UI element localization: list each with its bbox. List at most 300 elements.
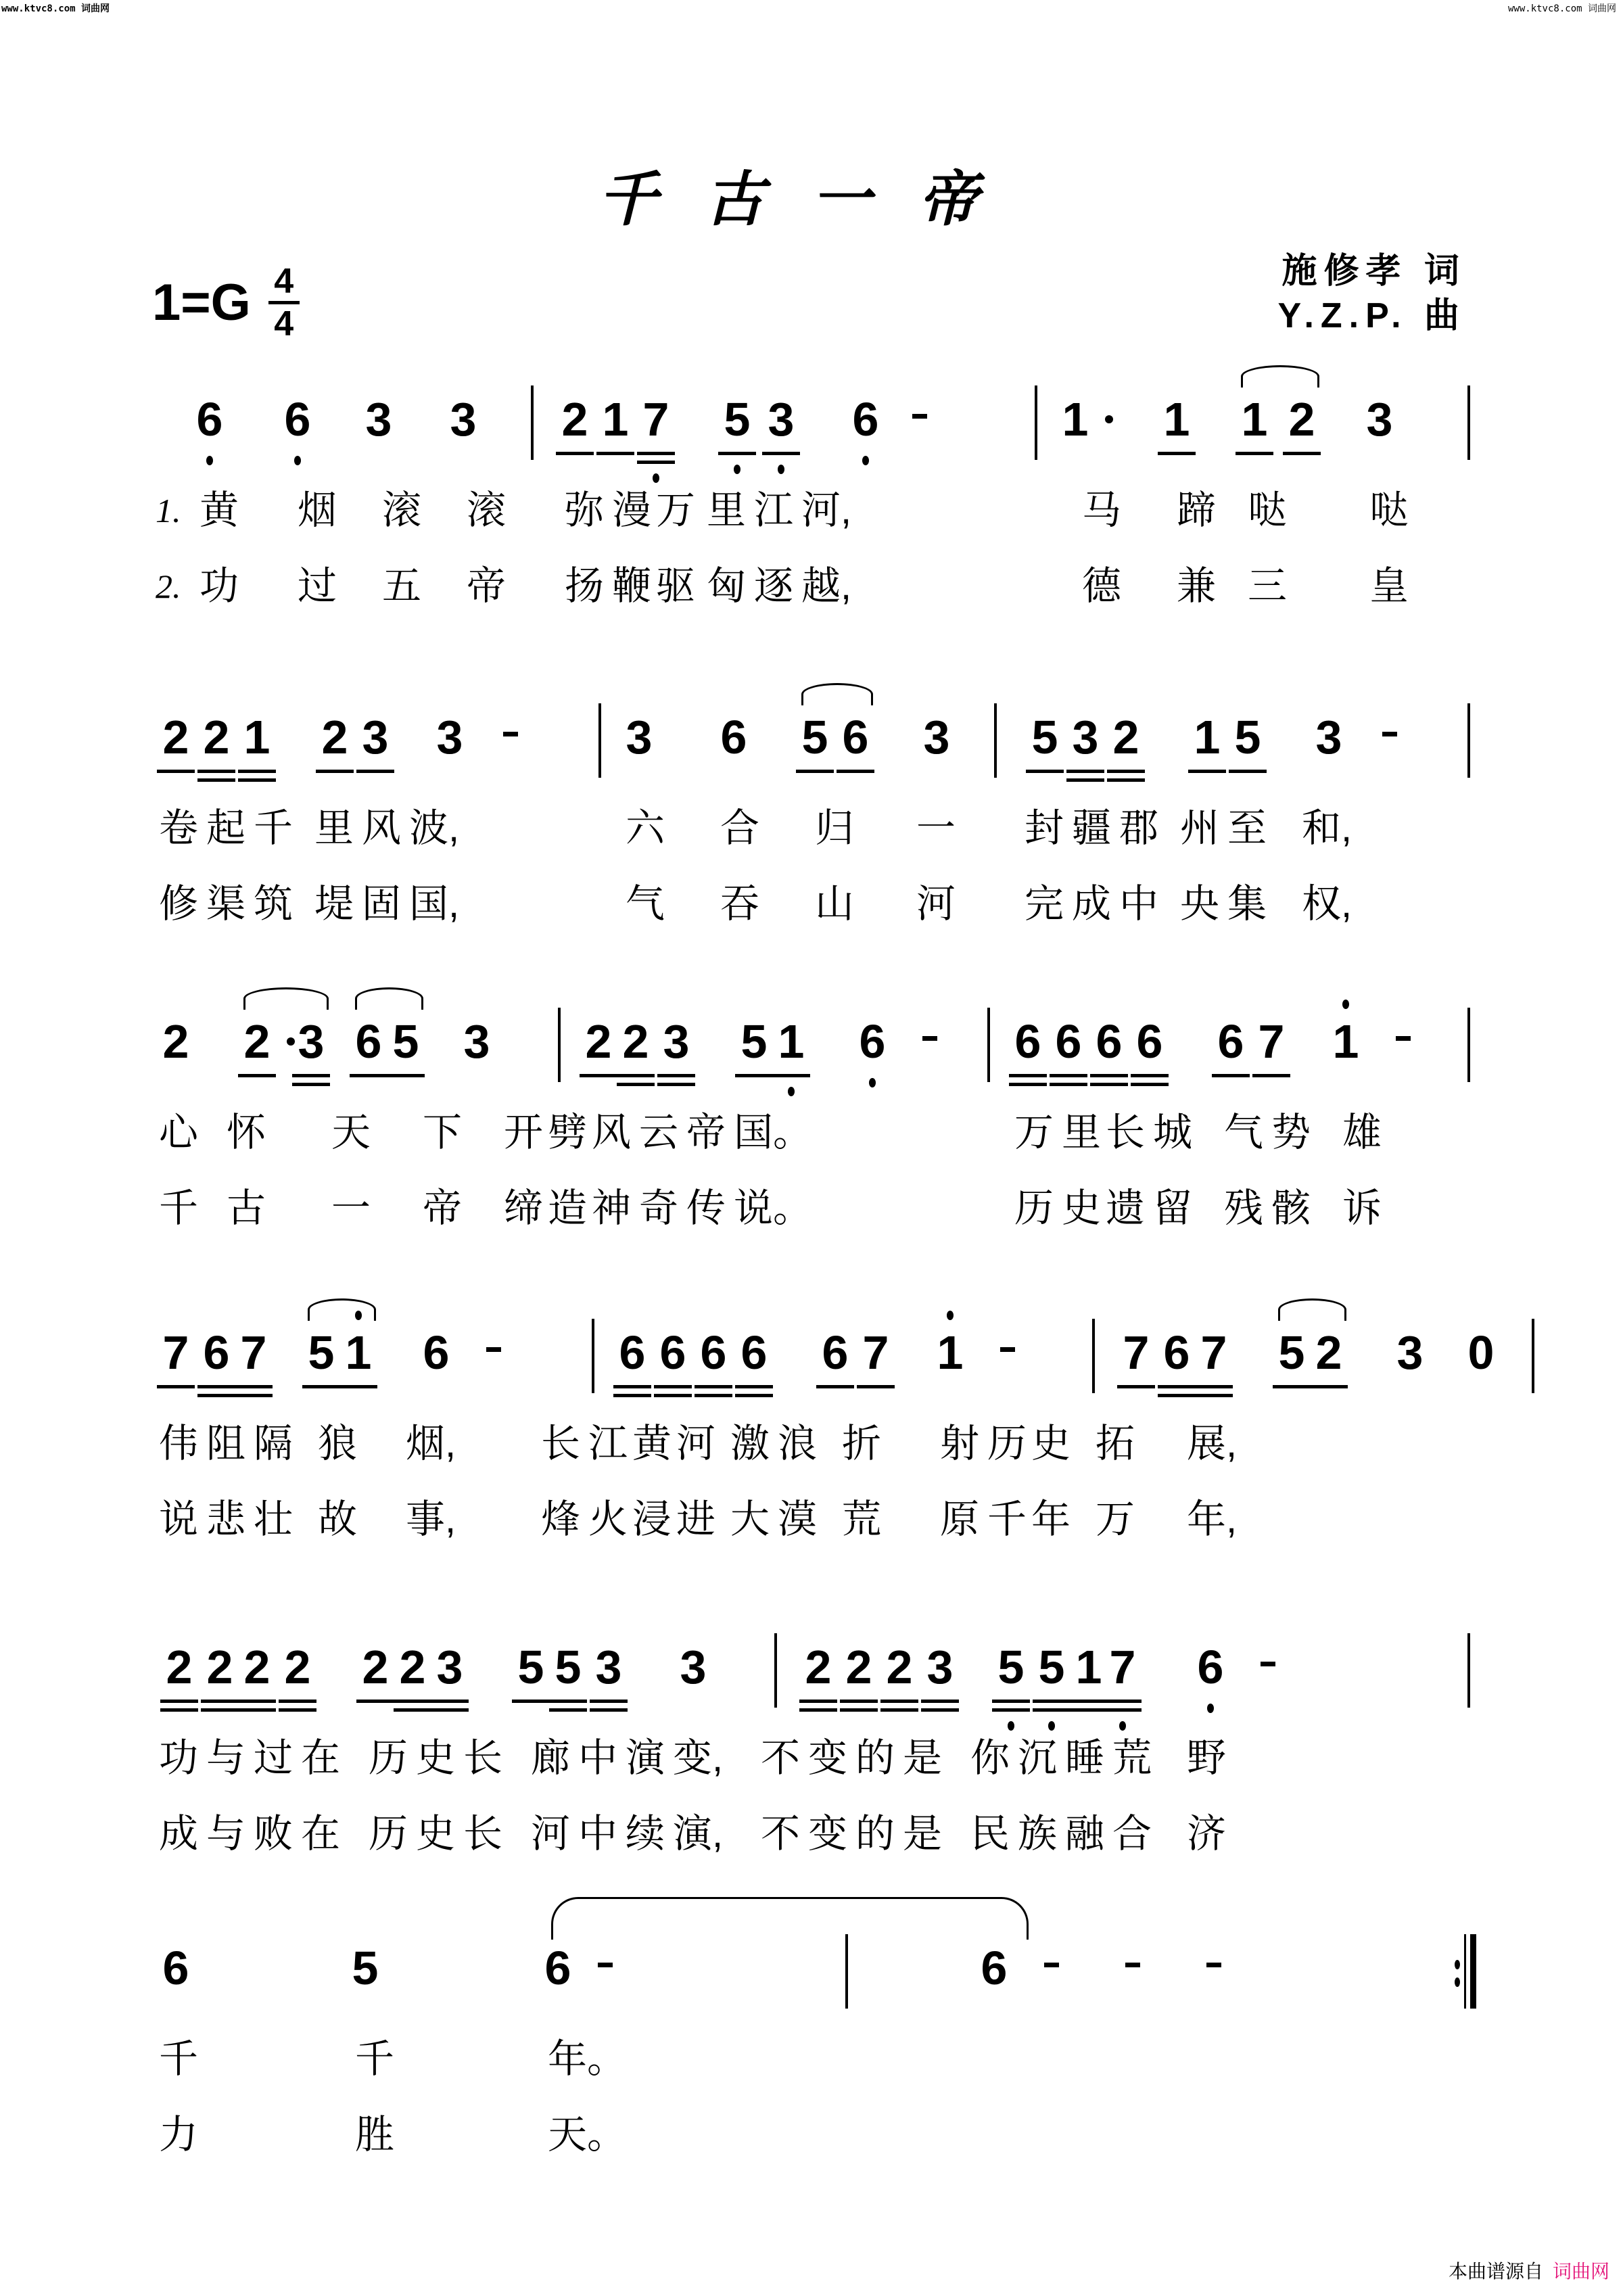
lyric-syllable: 驱 xyxy=(656,564,696,608)
lyric-syllable: 在 xyxy=(301,1736,341,1780)
lyric-syllable: 历 xyxy=(1014,1186,1054,1230)
notation-row xyxy=(152,1914,1471,2036)
beam-underline xyxy=(762,452,800,455)
low-octave-dot xyxy=(653,473,659,483)
lyric-syllable: 展, xyxy=(1187,1422,1238,1466)
lyric-syllable: 浪 xyxy=(778,1422,818,1466)
beam-underline xyxy=(735,1394,773,1397)
beam-underline xyxy=(549,1700,587,1703)
note: 6 xyxy=(1136,1015,1163,1068)
lyric-syllable: 不 xyxy=(761,1812,801,1856)
high-octave-dot xyxy=(947,1311,954,1320)
lyric-syllable: 造 xyxy=(548,1186,588,1230)
lyric-syllable: 扬 xyxy=(565,564,605,608)
note: 5 xyxy=(308,1326,335,1379)
beam-underline xyxy=(1026,770,1064,773)
barline xyxy=(1467,385,1470,460)
lyric-syllable: 漫 xyxy=(612,488,652,532)
beam-underline xyxy=(160,1708,198,1712)
note: 5 xyxy=(740,1015,768,1068)
lyric-syllable: 漠 xyxy=(778,1497,818,1541)
lyric-syllable: 长 xyxy=(541,1422,581,1466)
lyric-syllable: 弥 xyxy=(565,488,605,532)
beam-underline xyxy=(1158,1394,1196,1397)
lyric-syllable: 成 xyxy=(159,1812,199,1856)
note: 7 xyxy=(1200,1326,1227,1379)
sustain-dash xyxy=(598,1963,613,1967)
lyric-syllable: 狼 xyxy=(318,1422,358,1466)
beam-underline xyxy=(197,778,235,782)
beam-underline xyxy=(796,770,834,773)
lyric-syllable: 史 xyxy=(1062,1186,1102,1230)
lyric-syllable: 故 xyxy=(318,1497,358,1541)
lyric-syllable: 在 xyxy=(301,1812,341,1856)
lyric-syllable: 败 xyxy=(254,1812,293,1856)
lyric-syllable: 与 xyxy=(206,1736,246,1780)
notation-row xyxy=(152,1298,1495,1420)
lyric-syllable: 壮 xyxy=(254,1497,293,1541)
lyric-syllable: 进 xyxy=(676,1497,716,1541)
barline xyxy=(531,385,534,460)
sustain-dash xyxy=(1206,1963,1221,1967)
lyric-syllable: 匈 xyxy=(707,564,747,608)
beam-underline xyxy=(431,1700,469,1703)
note: 6 xyxy=(700,1326,727,1379)
lyric-syllable: 下 xyxy=(423,1110,463,1154)
lyric-syllable: 大 xyxy=(730,1497,770,1541)
beam-underline xyxy=(1283,452,1321,455)
note: 3 xyxy=(436,1641,463,1693)
lyric-syllable: 过 xyxy=(254,1736,293,1780)
lyric-syllable: 千 xyxy=(159,2037,199,2081)
lyric-syllable: 说 xyxy=(159,1497,199,1541)
low-octave-dot xyxy=(1207,1704,1214,1713)
note: 2 xyxy=(284,1641,311,1693)
sustain-dash xyxy=(1044,1963,1059,1967)
barline xyxy=(1092,1319,1095,1393)
lyric-syllable: 演 xyxy=(626,1736,665,1780)
note: 1 xyxy=(1194,711,1221,764)
lyric-syllable: 长 xyxy=(463,1812,503,1856)
lyric-syllable: 一 xyxy=(916,806,956,850)
note: 3 xyxy=(1396,1326,1424,1379)
beam-underline xyxy=(816,1385,854,1388)
lyric-syllable: 势 xyxy=(1271,1110,1311,1154)
lyric-syllable: 千 xyxy=(159,1186,199,1230)
note: 5 xyxy=(517,1641,544,1693)
lyric-syllable: 过 xyxy=(298,564,337,608)
lyric-syllable: 气 xyxy=(1224,1110,1264,1154)
note: 2 xyxy=(321,711,348,764)
lyric-syllable: 续 xyxy=(626,1812,665,1856)
beam-underline xyxy=(1195,1385,1233,1388)
beam-underline xyxy=(201,1700,239,1703)
note: 2 xyxy=(362,1641,389,1693)
lyric-syllable: 天 xyxy=(331,1110,371,1154)
lyric-syllable: 缔 xyxy=(504,1186,544,1230)
beam-underline xyxy=(394,1708,431,1712)
beam-underline xyxy=(235,1385,273,1388)
note: 3 xyxy=(626,711,653,764)
note: 3 xyxy=(450,393,477,446)
lyric-syllable: 帝 xyxy=(686,1110,726,1154)
lyric-syllable: 传 xyxy=(686,1186,726,1230)
beam-underline xyxy=(718,452,756,455)
lyric-syllable: 气 xyxy=(626,882,665,926)
beam-underline xyxy=(387,1074,425,1077)
lyric-syllable: 力 xyxy=(159,2113,199,2157)
lyric-syllable: 哒 xyxy=(1248,488,1288,532)
lyric-syllable: 事, xyxy=(406,1497,456,1541)
note: 3 xyxy=(463,1015,490,1068)
lyric-syllable: 年, xyxy=(1187,1497,1238,1541)
low-octave-dot xyxy=(734,465,740,474)
beam-underline xyxy=(590,1700,628,1703)
lyric-syllable: 鞭 xyxy=(612,564,652,608)
beam-underline xyxy=(880,1700,918,1703)
lyric-syllable: 封 xyxy=(1025,806,1064,850)
lyric-syllable: 荒 xyxy=(1112,1736,1152,1780)
note: 5 xyxy=(1031,711,1058,764)
lyric-syllable: 野 xyxy=(1187,1736,1227,1780)
key-signature-block xyxy=(152,264,300,342)
beam-underline xyxy=(1236,452,1273,455)
sustain-dash xyxy=(503,732,518,736)
note: 3 xyxy=(761,392,801,446)
source-brand-link[interactable]: 词曲网 xyxy=(1552,2261,1609,2282)
lyric-syllable: 骸 xyxy=(1271,1186,1311,1230)
beam-underline xyxy=(431,1708,469,1712)
note: 2 xyxy=(166,1641,193,1693)
beam-underline xyxy=(657,1083,695,1086)
beam-underline xyxy=(1117,1385,1155,1388)
note: 3 xyxy=(362,711,389,764)
note: 6 xyxy=(740,1326,768,1379)
beam-underline xyxy=(596,452,634,455)
low-octave-dot xyxy=(788,1087,795,1096)
note: 3 xyxy=(923,711,950,764)
beam-underline xyxy=(840,1700,878,1703)
lyric-syllable: 史 xyxy=(416,1812,456,1856)
note: 6 xyxy=(981,1942,1008,1994)
lyric-syllable: 权, xyxy=(1302,882,1352,926)
note: 6 xyxy=(852,1014,893,1069)
score-system xyxy=(152,987,1471,1230)
lyric-syllable: 演, xyxy=(673,1812,724,1856)
barline xyxy=(774,1633,777,1708)
barline xyxy=(994,703,997,778)
beam-underline xyxy=(356,770,394,773)
beam-underline xyxy=(1107,770,1145,773)
score-system xyxy=(152,365,1471,608)
source-credit xyxy=(1449,2257,1609,2284)
beam-underline xyxy=(1009,1083,1047,1086)
lyric-syllable: 越, xyxy=(801,564,852,608)
beam-underline xyxy=(695,1385,732,1388)
beam-underline xyxy=(549,1708,587,1712)
note: 6 xyxy=(1096,1015,1123,1068)
note: 2 xyxy=(1288,393,1315,446)
beam-underline xyxy=(590,1708,628,1712)
score-system xyxy=(152,1914,1471,2157)
lyric-syllable: 中 xyxy=(578,1736,618,1780)
lyric-syllable: 黄 xyxy=(199,488,239,532)
beam-underline xyxy=(197,1385,235,1388)
lyric-syllable: 帝 xyxy=(423,1186,463,1230)
beam-underline xyxy=(637,452,675,455)
lyric-syllable: 帝 xyxy=(467,564,507,608)
lyric-syllable: 功 xyxy=(159,1736,199,1780)
lyric-syllable: 德 xyxy=(1082,564,1122,608)
lyric-syllable: 风 xyxy=(362,806,402,850)
lyric-syllable: 阻 xyxy=(206,1422,246,1466)
lyric-syllable: 廊 xyxy=(531,1736,571,1780)
lyric-syllable: 渠 xyxy=(206,882,246,926)
beam-underline xyxy=(1033,1700,1071,1703)
lyric-syllable: 原 xyxy=(940,1497,980,1541)
beam-underline xyxy=(235,1394,273,1397)
beam-underline xyxy=(238,770,276,773)
score-system xyxy=(152,1613,1471,1856)
notation-row xyxy=(152,987,1471,1109)
note: 1 xyxy=(243,711,270,764)
lyric-syllable: 史 xyxy=(1031,1422,1071,1466)
beam-underline xyxy=(157,770,195,773)
lyric-syllable: 里 xyxy=(1062,1110,1102,1154)
lyric-syllable: 河, xyxy=(801,488,852,532)
lyric-syllable: 你 xyxy=(970,1736,1010,1780)
lyric-syllable: 固 xyxy=(362,882,402,926)
lyric-syllable: 千 xyxy=(987,1497,1027,1541)
beam-underline xyxy=(1131,1083,1169,1086)
note: 5 xyxy=(991,1640,1031,1694)
verse-number: 1. xyxy=(156,492,181,530)
note: 7 xyxy=(162,1326,189,1379)
note: 2 xyxy=(243,1015,270,1068)
lyric-syllable: 怀 xyxy=(227,1110,266,1154)
beam-underline xyxy=(992,1700,1030,1703)
time-sig-denominator: 4 xyxy=(274,304,294,344)
beam-underline xyxy=(921,1708,959,1712)
note: 6 xyxy=(423,1326,450,1379)
sustain-dash xyxy=(1382,732,1397,736)
beam-underline xyxy=(1066,778,1104,782)
low-octave-dot xyxy=(778,465,784,474)
lyric-syllable: 是 xyxy=(903,1812,943,1856)
lyric-syllable: 堤 xyxy=(314,882,354,926)
low-octave-dot xyxy=(206,456,213,465)
lyric-syllable: 和, xyxy=(1302,806,1352,850)
note: 1 xyxy=(1062,393,1089,446)
lyric-syllable: 古 xyxy=(227,1186,266,1230)
lyric-syllable: 激 xyxy=(730,1422,770,1466)
lyric-syllable: 民 xyxy=(970,1812,1010,1856)
note: 6 xyxy=(1217,1015,1244,1068)
lyric-syllable: 一 xyxy=(331,1186,371,1230)
high-octave-dot xyxy=(1342,1000,1349,1009)
note: 2 xyxy=(1112,711,1139,764)
lyric-syllable: 央 xyxy=(1180,882,1220,926)
beam-underline xyxy=(279,1708,316,1712)
note: 6 xyxy=(203,1326,230,1379)
lyric-syllable: 烟, xyxy=(406,1422,456,1466)
note: 7 xyxy=(862,1326,889,1379)
lyric-syllable: 拓 xyxy=(1096,1422,1135,1466)
sustain-dash xyxy=(1125,1963,1140,1967)
lyric-syllable: 合 xyxy=(720,806,760,850)
beam-underline xyxy=(921,1700,959,1703)
watermark-right: www.ktvc8.com 词曲网 xyxy=(1507,3,1616,14)
low-octave-dot xyxy=(1119,1721,1126,1731)
note: 1 xyxy=(930,1326,970,1380)
lyric-syllable: 沉 xyxy=(1018,1736,1058,1780)
beam-underline xyxy=(197,1394,235,1397)
beam-underline xyxy=(1158,1385,1196,1388)
lyric-syllable: 变, xyxy=(673,1736,724,1780)
beam-underline xyxy=(1033,1708,1071,1712)
note: 2 xyxy=(805,1641,832,1693)
beam-underline xyxy=(339,1385,377,1388)
beam-underline xyxy=(1252,1074,1290,1077)
tie-slur xyxy=(243,987,329,1010)
lyric-syllable: 与 xyxy=(206,1812,246,1856)
beam-underline xyxy=(837,770,874,773)
note: 6 xyxy=(619,1326,646,1379)
tie-slur xyxy=(801,683,873,705)
lyric-syllable: 功 xyxy=(199,564,239,608)
lyric-syllable: 万 xyxy=(656,488,696,532)
sustain-dash xyxy=(912,414,927,419)
lyric-syllable: 河 xyxy=(676,1422,716,1466)
lyric-syllable: 长 xyxy=(1106,1110,1146,1154)
note: 3 xyxy=(595,1641,622,1693)
lyric-syllable: 变 xyxy=(808,1812,848,1856)
note: 5 xyxy=(352,1942,379,1994)
lyricist-credit: 施修孝 词 xyxy=(1281,252,1466,291)
barline xyxy=(1467,1633,1470,1708)
lyric-syllable: 中 xyxy=(578,1812,618,1856)
sustain-dash xyxy=(1261,1662,1275,1666)
lyric-syllable: 蹄 xyxy=(1177,488,1217,532)
lyric-syllable: 中 xyxy=(1119,882,1159,926)
lyric-syllable: 长 xyxy=(463,1736,503,1780)
lyric-syllable: 神 xyxy=(592,1186,632,1230)
beam-underline xyxy=(840,1708,878,1712)
lyric-syllable: 云 xyxy=(639,1110,679,1154)
lyric-syllable: 族 xyxy=(1018,1812,1058,1856)
verse-number: 2. xyxy=(156,567,181,605)
lyric-syllable: 悲 xyxy=(206,1497,246,1541)
beam-underline xyxy=(1273,1385,1311,1388)
watermark-left: www.ktvc8.com 词曲网 xyxy=(1,3,110,14)
beam-underline xyxy=(292,1074,330,1077)
note: 7 xyxy=(1123,1326,1150,1379)
note: 1 xyxy=(771,1014,812,1069)
note: 5 xyxy=(801,711,828,764)
note: 7 xyxy=(1258,1015,1285,1068)
note: 3 xyxy=(1366,393,1393,446)
beam-underline xyxy=(238,1708,276,1712)
lyric-syllable: 烽 xyxy=(541,1497,581,1541)
song-title: 千古一帝 xyxy=(597,164,1025,234)
lyric-syllable: 里 xyxy=(314,806,354,850)
lyric-syllable: 江 xyxy=(588,1422,628,1466)
lyric-syllable: 开 xyxy=(504,1110,544,1154)
note: 6 xyxy=(1163,1326,1190,1379)
lyric-syllable: 伟 xyxy=(159,1422,199,1466)
lyric-syllable: 劈 xyxy=(548,1110,588,1154)
beam-underline xyxy=(1009,1074,1047,1077)
beam-underline xyxy=(201,1708,239,1712)
beam-underline xyxy=(1212,1074,1250,1077)
lyric-syllable: 的 xyxy=(855,1736,895,1780)
note: 6 xyxy=(1190,1640,1231,1694)
lyric-syllable: 的 xyxy=(855,1812,895,1856)
lyric-syllable: 万 xyxy=(1014,1110,1054,1154)
lyric-syllable: 滚 xyxy=(382,488,422,532)
lyric-syllable: 州 xyxy=(1180,806,1220,850)
lyric-syllable: 是 xyxy=(903,1736,943,1780)
lyric-syllable: 成 xyxy=(1072,882,1112,926)
lyric-syllable: 逐 xyxy=(754,564,794,608)
tie-slur xyxy=(308,1298,376,1321)
lyric-syllable: 天。 xyxy=(548,2113,627,2157)
lyric-syllable: 睡 xyxy=(1065,1736,1105,1780)
note: 2 xyxy=(162,711,189,764)
lyric-syllable: 黄 xyxy=(632,1422,672,1466)
composer-credit: Y.Z.P. 曲 xyxy=(1277,296,1466,335)
lyric-syllable: 集 xyxy=(1227,882,1267,926)
time-signature xyxy=(268,264,300,342)
note: 2 xyxy=(585,1015,612,1068)
lyric-syllable: 筑 xyxy=(254,882,293,926)
notation-row xyxy=(152,683,1471,805)
beam-underline xyxy=(1229,770,1267,773)
tie-slur xyxy=(1241,365,1319,388)
lyric-syllable: 归 xyxy=(815,806,855,850)
time-sig-numerator: 4 xyxy=(274,262,294,301)
low-octave-dot xyxy=(1008,1721,1014,1731)
lyric-syllable: 历 xyxy=(369,1736,408,1780)
sustain-dash xyxy=(1396,1036,1411,1041)
lyric-syllable: 皇 xyxy=(1369,564,1409,608)
note: 3 xyxy=(1072,711,1099,764)
lyric-syllable: 修 xyxy=(159,882,199,926)
beam-underline xyxy=(1066,770,1104,773)
lyric-syllable: 河 xyxy=(531,1812,571,1856)
lyric-syllable: 吞 xyxy=(720,882,760,926)
lyric-syllable: 融 xyxy=(1065,1812,1105,1856)
note: 7 xyxy=(1102,1640,1143,1694)
note: 5 xyxy=(392,1015,419,1068)
barline xyxy=(1532,1319,1534,1393)
beam-underline xyxy=(316,770,354,773)
note: 7 xyxy=(636,392,676,446)
note: 1 xyxy=(1241,393,1268,446)
note: 6 xyxy=(355,1015,382,1068)
lyric-syllable: 雄 xyxy=(1342,1110,1382,1154)
low-octave-dot xyxy=(869,1078,876,1087)
beam-underline xyxy=(735,1385,773,1388)
note: 6 xyxy=(544,1942,571,1994)
beam-underline xyxy=(1104,1700,1142,1703)
lyric-syllable: 郡 xyxy=(1119,806,1159,850)
lyric-syllable: 万 xyxy=(1096,1497,1135,1541)
beam-underline xyxy=(637,461,675,464)
beam-underline xyxy=(197,770,235,773)
tie-slur xyxy=(551,1897,1029,1940)
lyric-syllable: 三 xyxy=(1248,564,1288,608)
